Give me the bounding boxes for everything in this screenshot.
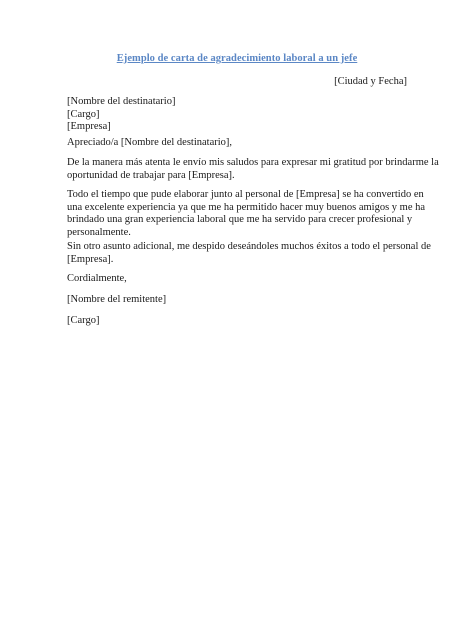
place-date: [Ciudad y Fecha]: [334, 76, 407, 87]
paragraph-2-line-1: Todo el tiempo que pude elaborar junto al personal de [Empresa] se ha convertido en: [67, 189, 424, 200]
recipient-position: [Cargo]: [67, 108, 100, 120]
recipient-company: [Empresa]: [67, 121, 111, 132]
paragraph-3-line-1: Sin otro asunto adicional, me despido deseándoles muchos éxitos a todo el personal de: [67, 241, 431, 252]
sender-name: [Nombre del remitente]: [67, 294, 167, 305]
sender-position: [Cargo]: [67, 315, 100, 326]
paragraph-1-line-1: De la manera más atenta le envío mis saludos para expresar mi gratitud por brindarme la: [67, 157, 439, 168]
paragraph-1-line-2: oportunidad de trabajar para [Empresa].: [67, 169, 235, 181]
recipient-block: [67, 96, 407, 134]
paragraph-2-line-3: brindado una gran experiencia laboral que me ha servido para crecer profesional y: [67, 214, 413, 225]
closing: Cordialmente,: [67, 273, 127, 284]
paragraph-2-line-2: una excelente experiencia ya que me ha permitido hacer muy buenos amigos y me ha: [67, 201, 426, 213]
paragraph-1: [67, 157, 439, 182]
recipient-name: [Nombre del destinatario]: [67, 96, 176, 107]
paragraph-2-line-4: personalmente.: [67, 226, 131, 238]
document-title: Ejemplo de carta de agradecimiento laboral a un jefe: [116, 53, 358, 64]
greeting: Apreciado/a [Nombre del destinatario],: [67, 137, 233, 148]
paragraph-3: [67, 241, 431, 266]
paragraph-3-line-2: [Empresa].: [67, 253, 114, 265]
paragraph-2: [67, 189, 426, 239]
